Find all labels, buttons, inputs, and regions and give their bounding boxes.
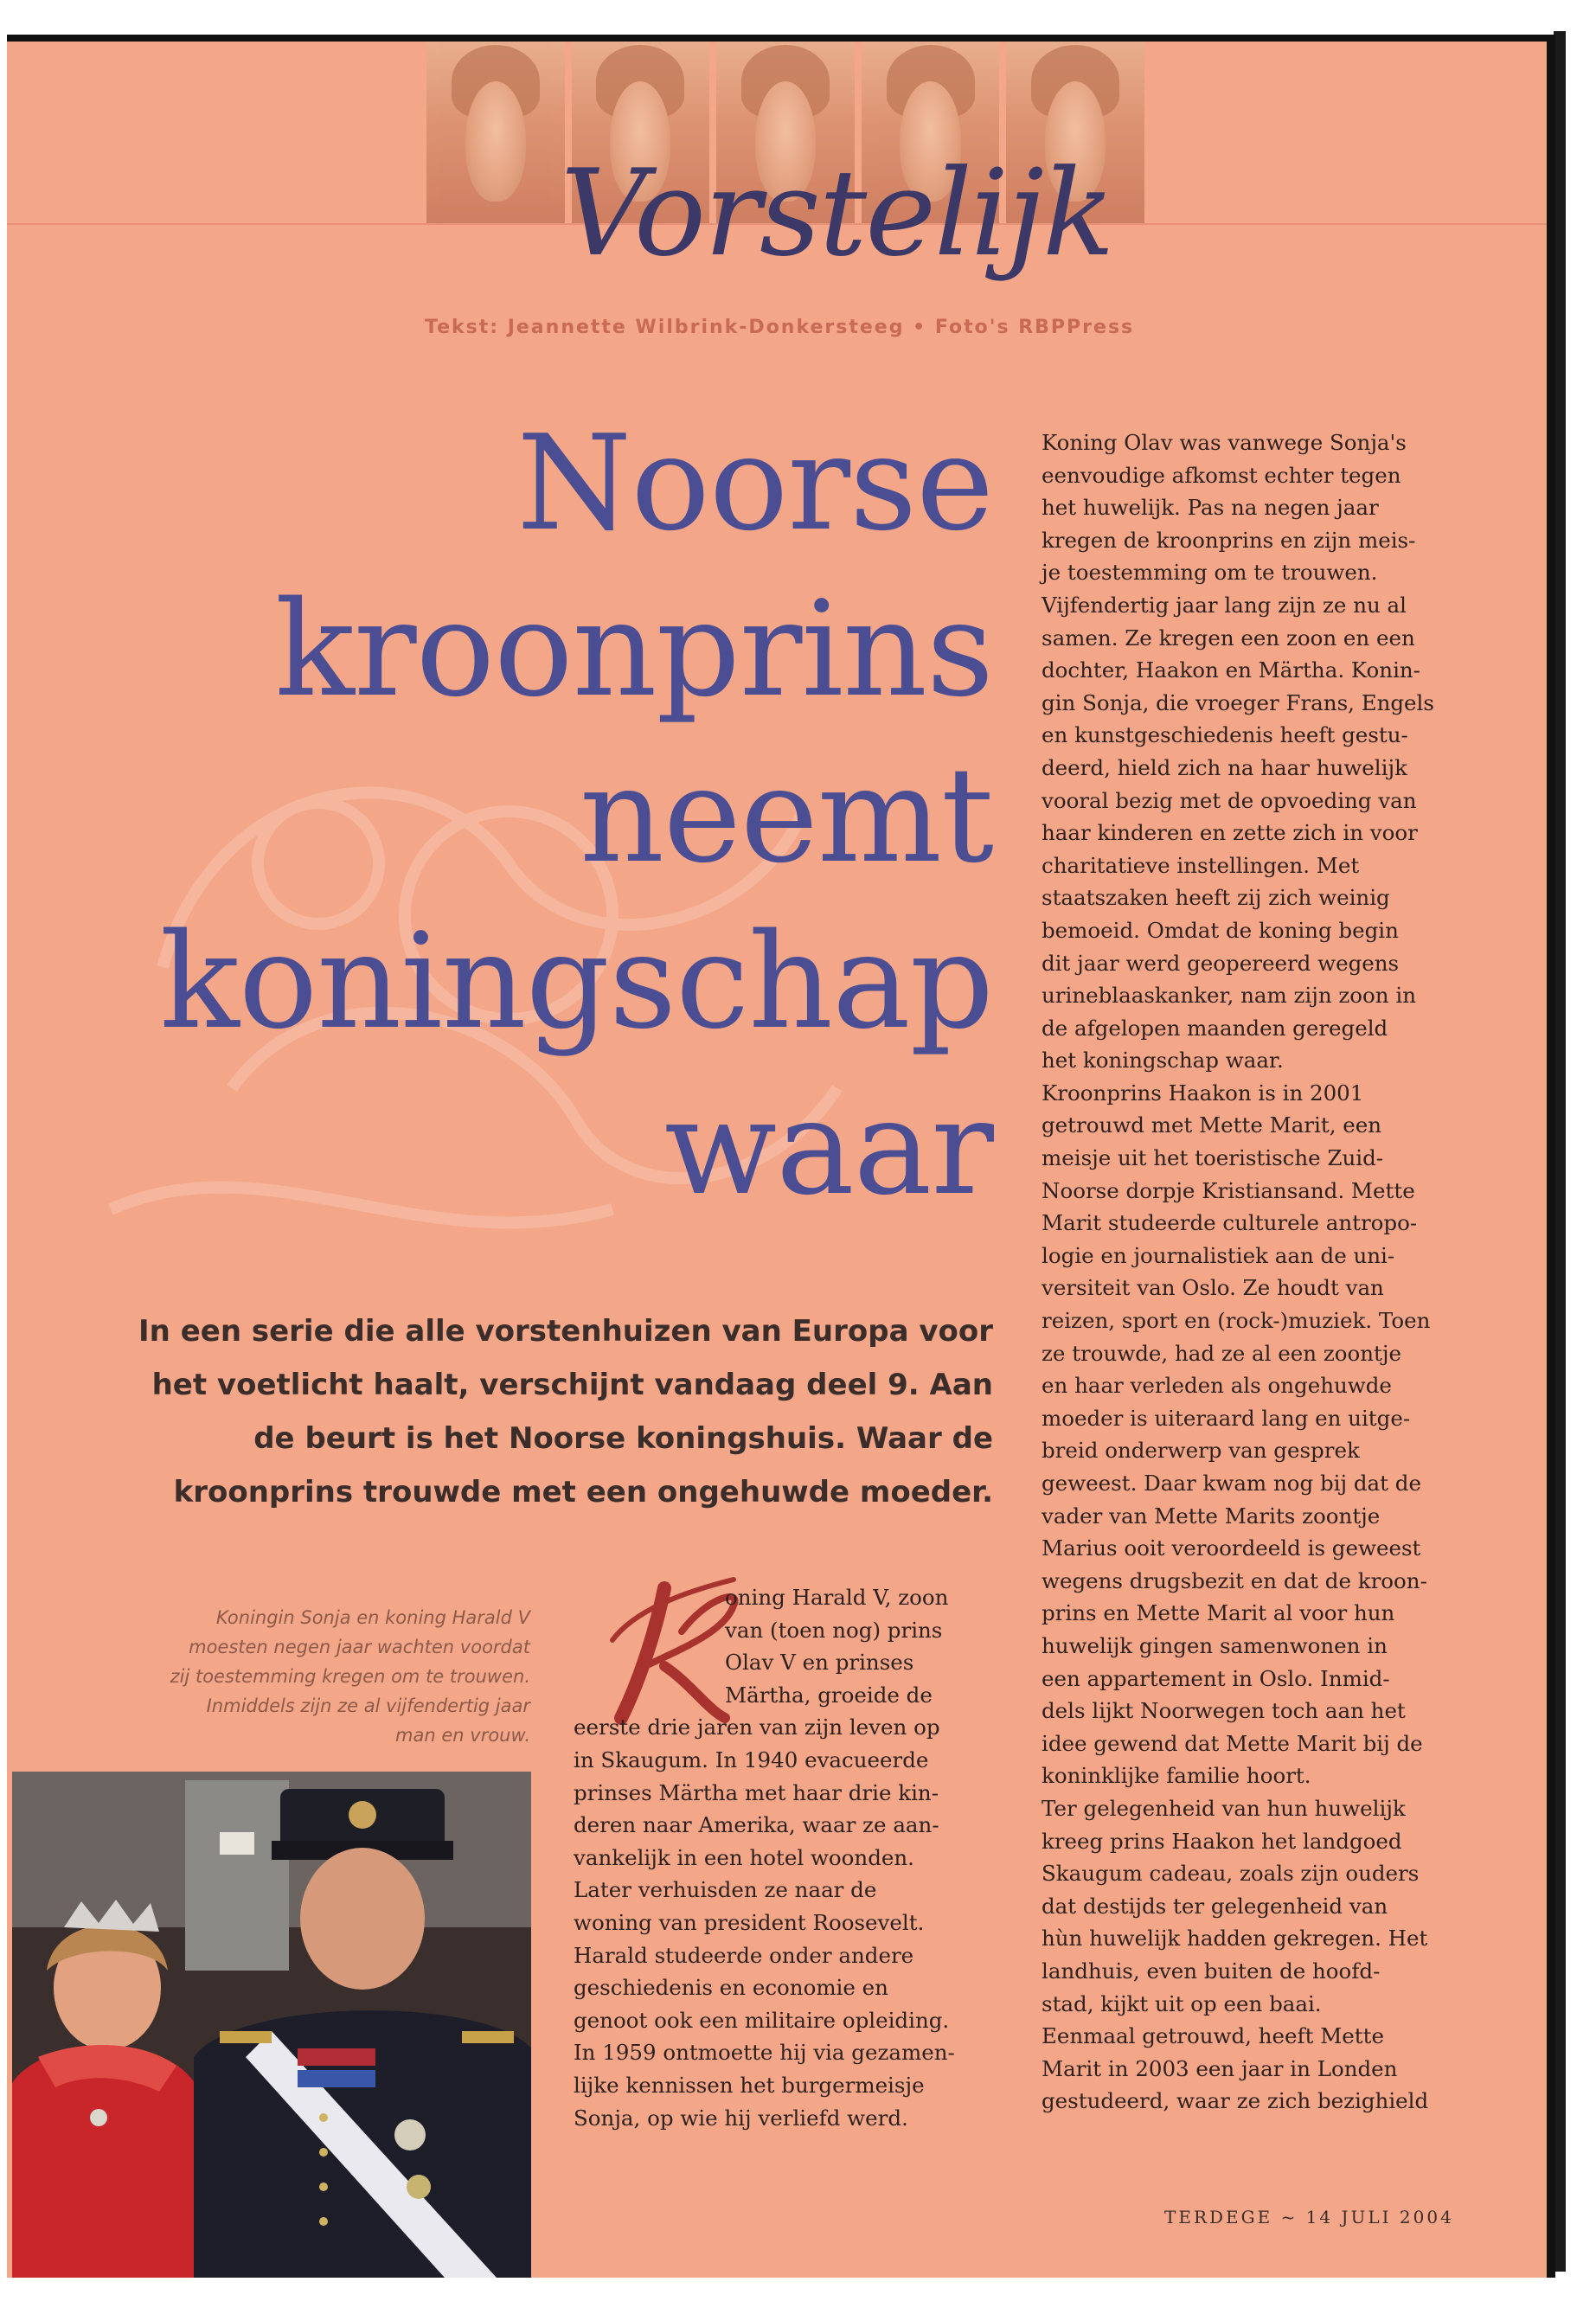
body-line: prins en Mette Marit al voor hun	[1042, 1600, 1395, 1626]
body-line: charitatieve instellingen. Met	[1042, 852, 1360, 878]
body-line: en kunstgeschiedenis heeft gestu-	[1042, 722, 1408, 748]
body-line: Marit studeerde culturele antropo-	[1042, 1210, 1418, 1236]
body-line: Noorse dorpje Kristiansand. Mette	[1042, 1177, 1415, 1203]
body-line: Skaugum cadeau, zoals zijn ouders	[1042, 1861, 1420, 1887]
body-line: dit jaar werd geopereerd wegens	[1042, 950, 1400, 976]
body-line: Eenmaal getrouwd, heeft Mette	[1042, 2023, 1384, 2049]
body-line: Märtha, groeide de	[725, 1682, 933, 1708]
body-line: reizen, sport en (rock-)muziek. Toen	[1042, 1308, 1431, 1334]
body-line: vader van Mette Marits zoontje	[1042, 1503, 1381, 1529]
body-line: Later verhuisden ze naar de	[574, 1877, 877, 1903]
body-line: versiteit van Oslo. Ze houdt van	[1042, 1275, 1384, 1301]
royal-couple-photo	[12, 1772, 531, 2278]
caption-line: moesten negen jaar wachten voordat	[189, 1637, 530, 1657]
body-line: kreeg prins Haakon het landgoed	[1042, 1828, 1402, 1854]
caption-line: Koningin Sonja en koning Harald V	[215, 1607, 530, 1628]
body-line: van (toen nog) prins	[725, 1617, 943, 1643]
body-line: moeder is uiteraard lang en uitge-	[1042, 1405, 1411, 1431]
body-line: stad, kijkt uit op een baai.	[1042, 1990, 1322, 2016]
body-line: je toestemming om te trouwen.	[1042, 560, 1378, 586]
byline-credits: Tekst: Jeannette Wilbrink-Donkersteeg • Foto's RBPPress	[425, 317, 1135, 338]
body-line: gestudeerd, waar ze zich bezighield	[1042, 2088, 1429, 2114]
body-line: deren naar Amerika, waar ze aan-	[574, 1812, 939, 1838]
caption-line: Inmiddels zijn ze al vijfendertig jaar	[206, 1695, 530, 1716]
body-line: lijke kennissen het burgermeisje	[574, 2072, 925, 2098]
body-line: huwelijk gingen samenwonen in	[1042, 1632, 1388, 1658]
body-line: geschiedenis en economie en	[574, 1975, 888, 2001]
article-headline	[42, 401, 993, 1231]
body-line: haar kinderen en zette zich in voor	[1042, 820, 1418, 846]
body-line: samen. Ze kregen een zoon en een	[1042, 625, 1415, 651]
body-line: oning Harald V, zoon	[725, 1585, 949, 1610]
body-line: staatszaken heeft zij zich weinig	[1042, 885, 1390, 911]
body-line: vankelijk in een hotel woonden.	[574, 1844, 914, 1870]
body-line: geweest. Daar kwam nog bij dat de	[1042, 1471, 1421, 1496]
body-line: urineblaaskanker, nam zijn zoon in	[1042, 983, 1416, 1009]
body-line: woning van president Roosevelt.	[574, 1909, 925, 1935]
body-line: logie en journalistiek aan de uni-	[1042, 1242, 1395, 1268]
body-line: Marit in 2003 een jaar in Londen	[1042, 2055, 1398, 2081]
headline-line: waar	[663, 1071, 993, 1224]
headline-line: kroonprins	[274, 573, 993, 726]
body-line: kregen de kroonprins en zijn meis-	[1042, 527, 1416, 553]
body-line: vooral bezig met de opvoeding van	[1042, 787, 1417, 813]
body-line: Ter gelegenheid van hun huwelijk	[1042, 1795, 1406, 1821]
photo-caption	[93, 1603, 530, 1750]
section-masthead: Vorstelijk	[561, 144, 1113, 283]
body-line: dels lijkt Noorwegen toch aan het	[1042, 1698, 1406, 1724]
body-line: koninklijke familie hoort.	[1042, 1763, 1311, 1789]
body-line: Koning Olav was vanwege Sonja's	[1042, 430, 1407, 455]
body-line: getrouwd met Mette Marit, een	[1042, 1112, 1382, 1138]
body-line: Vijfendertig jaar lang zijn ze nu al	[1042, 592, 1407, 618]
body-line: bemoeid. Omdat de koning begin	[1042, 917, 1399, 943]
body-line: landhuis, even buiten de hoofd-	[1042, 1958, 1381, 1984]
body-line: het huwelijk. Pas na negen jaar	[1042, 495, 1379, 521]
caption-line: zij toestemming kregen om te trouwen.	[170, 1666, 530, 1687]
page-edge-shadow	[1554, 31, 1566, 2272]
magazine-page	[7, 35, 1555, 2278]
body-line: idee gewend dat Mette Marit bij de	[1042, 1730, 1423, 1756]
caption-line: man en vrouw.	[395, 1725, 530, 1746]
body-line: het koningschap waar.	[1042, 1048, 1284, 1074]
body-line: gin Sonja, die vroeger Frans, Engels	[1042, 689, 1434, 715]
body-line: in Skaugum. In 1940 evacueerde	[574, 1747, 929, 1772]
headline-line: Noorse	[516, 407, 993, 560]
body-line: genoot ook een militaire opleiding.	[574, 2007, 950, 2033]
body-line: prinses Märtha met haar drie kin-	[574, 1779, 939, 1805]
header-portrait	[426, 42, 565, 223]
body-line: dochter, Haakon en Märtha. Konin-	[1042, 657, 1420, 683]
body-line: ze trouwde, had ze al een zoontje	[1042, 1340, 1401, 1366]
body-line: en haar verleden als ongehuwde	[1042, 1373, 1392, 1399]
body-line: Harald studeerde onder andere	[574, 1942, 914, 1968]
body-column-left	[574, 1581, 955, 2134]
body-line: Kroonprins Haakon is in 2001	[1042, 1080, 1364, 1106]
body-column-right	[1042, 426, 1434, 2118]
body-line: breid onderwerp van gesprek	[1042, 1438, 1360, 1464]
body-line: wegens drugsbezit en dat de kroon-	[1042, 1567, 1427, 1593]
body-line: In 1959 ontmoette hij via gezamen-	[574, 2040, 955, 2066]
headline-line: koningschap	[159, 905, 993, 1058]
body-line: Marius ooit veroordeeld is geweest	[1042, 1535, 1421, 1561]
page-footer: TERDEGE ~ 14 JULI 2004	[1164, 2207, 1454, 2227]
body-line: Olav V en prinses	[725, 1650, 914, 1676]
headline-line: neemt	[579, 739, 993, 892]
article-intro: In een serie die alle vorstenhuizen van Europa voor het voetlicht haalt, verschijnt vandaag deel 9. Aan de beurt is het Noorse koningshuis. Waar de kroonprins trouwde met een ongehuwde moeder.	[138, 1314, 993, 1509]
body-line: Sonja, op wie hij verliefd werd.	[574, 2105, 908, 2131]
body-line: de afgelopen maanden geregeld	[1042, 1015, 1388, 1041]
body-line: eerste drie jaren van zijn leven op	[574, 1715, 940, 1740]
body-line: deerd, hield zich na haar huwelijk	[1042, 754, 1407, 780]
body-line: een appartement in Oslo. Inmid-	[1042, 1665, 1390, 1691]
body-line: hùn huwelijk hadden gekregen. Het	[1042, 1926, 1428, 1952]
body-line: dat destijds ter gelegenheid van	[1042, 1893, 1388, 1919]
body-line: eenvoudige afkomst echter tegen	[1042, 462, 1401, 488]
body-line: meisje uit het toeristische Zuid-	[1042, 1145, 1384, 1171]
